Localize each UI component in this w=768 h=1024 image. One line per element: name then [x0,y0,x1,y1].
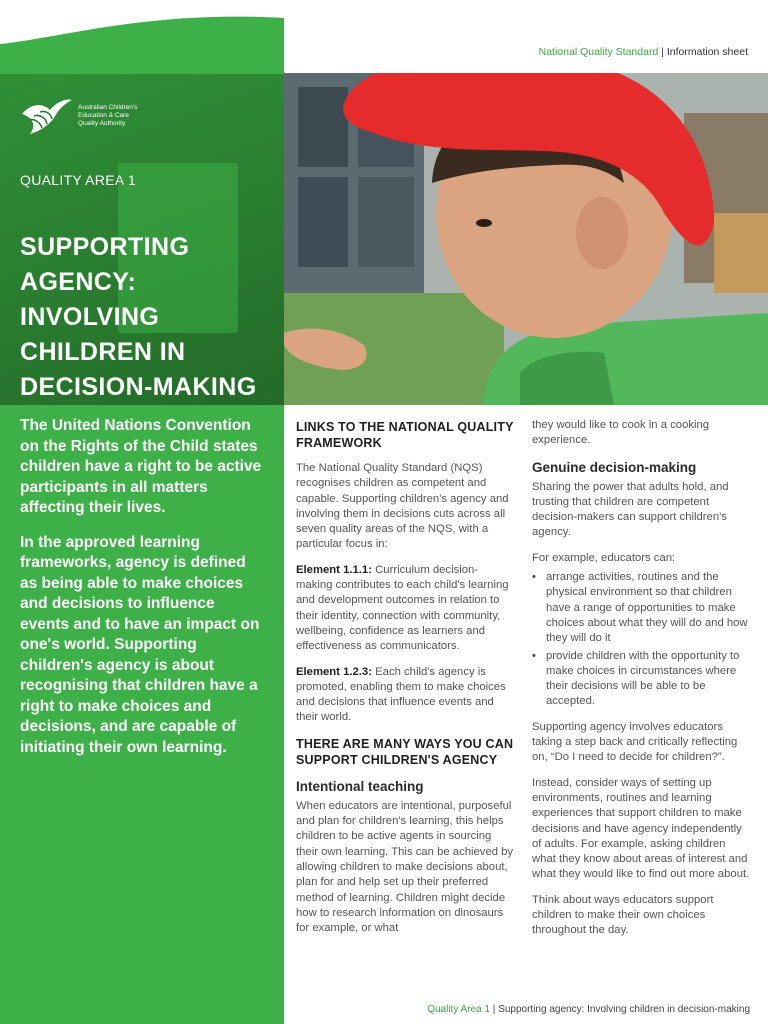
column-nqf-links [296,419,514,946]
intentional-teaching-heading: Intentional teaching [296,778,424,794]
logo-line-2: Education & Care [78,112,129,119]
intro-text [20,416,264,772]
footer-title: Supporting agency: Involving children in decision-making [498,1004,750,1015]
element-text: Curriculum decision-making contributes to each child's learning and development outcomes in relation to their identity, connection with community, wellbeing, confidence as learners and effectiveness as communicators. [296,563,509,653]
column-decision-making [532,418,750,949]
element-1-1-1 [296,563,514,655]
element-label: Element 1.2.3: [296,665,372,678]
links-paragraph: The National Quality Standard (NQS) recognises children as competent and capable. Supporting children's agency and involving them in decisions cuts across all seven quality areas of the NQS, with a particular focus in: [296,462,509,551]
child-painting-photo [284,73,768,405]
list-item: • provide children with the opportunity to make choices in circumstances where their decisions will be able to be accepted. [546,649,750,710]
example-list [532,570,750,710]
footer-separator: | [492,1004,496,1015]
title-line: INVOLVING [20,303,160,331]
title-line: AGENCY: [20,268,137,296]
logo-line-3: Quality Authority [78,120,126,127]
genuine-decision-making-heading: Genuine decision-making [532,459,697,475]
header-separator: | [661,46,664,58]
ways-heading: THERE ARE MANY WAYS YOU CAN SUPPORT CHILDREN'S AGENCY [296,736,514,767]
top-curve-banner [0,0,284,74]
photo-illustration [284,73,768,405]
header-doc-type: Information sheet [666,46,748,58]
example-intro: For example, educators can: [532,551,676,564]
list-item: • arrange activities, routines and the physical environment so that children have a range of opportunities to make choices about what they will do and how they will do it [546,570,750,646]
intro-paragraph: The United Nations Convention on the Rights of the Child states children have a right to be active participants in all matters affecting their lives. [20,417,262,516]
acecqa-swoosh-icon [20,96,72,136]
document-footer [427,1004,750,1015]
intro-paragraph: In the approved learning frameworks, agency is defined as being able to make choices and decisions to influence events and to have an impact on one's world. Supporting children's agency is about recognising that children have a right to make choices and decisions, and are capable of initiating their own learning. [20,533,260,756]
footer-quality-area: Quality Area 1 [427,1004,491,1015]
continued-paragraph: they would like to cook in a cooking experience. [532,419,710,447]
element-label: Element 1.1.1: [296,563,372,576]
acecqa-logo [20,96,137,136]
document-header [539,46,748,58]
element-1-2-3 [296,665,514,726]
logo-line-1: Australian Children's [78,104,138,111]
page-title [20,230,280,405]
instead-paragraph: Instead, consider ways of setting up environments, routines and learning experiences that support children to make decisions and have agency independently of adults. For example, asking children what they know about areas of interest and what they would like to find out more about. [532,776,750,881]
element-text: Each child's agency is promoted, enabling them to make choices and decisions that influence events and their world. [296,665,506,724]
genuine-paragraph: Sharing the power that adults hold, and trusting that children are competent decision-makers can support children's agency. [532,480,729,539]
title-line: SUPPORTING [20,233,190,261]
header-standard: National Quality Standard [538,46,659,58]
links-heading: LINKS TO THE NATIONAL QUALITY FRAMEWORK [296,420,514,450]
logo-wordmark [78,104,137,128]
title-line: CHILDREN IN [20,338,186,366]
title-line: DECISION-MAKING [20,373,257,401]
step-back-paragraph: Supporting agency involves educators taking a step back and critically reflecting on, “Do I need to decide for children?”. [532,720,738,764]
quality-area-label: QUALITY AREA 1 [20,172,136,188]
think-paragraph: Think about ways educators support children to make their own choices throughout the day. [532,893,714,937]
intentional-teaching-paragraph: When educators are intentional, purposeful and plan for children's learning, this helps children to be active agents in sourcing their own learning. This can be achieved by allowing children to make decisions about, plan for and help set up their preferred method of learning. Children might decide how to research information on dinosaurs for example, or what [296,799,514,935]
